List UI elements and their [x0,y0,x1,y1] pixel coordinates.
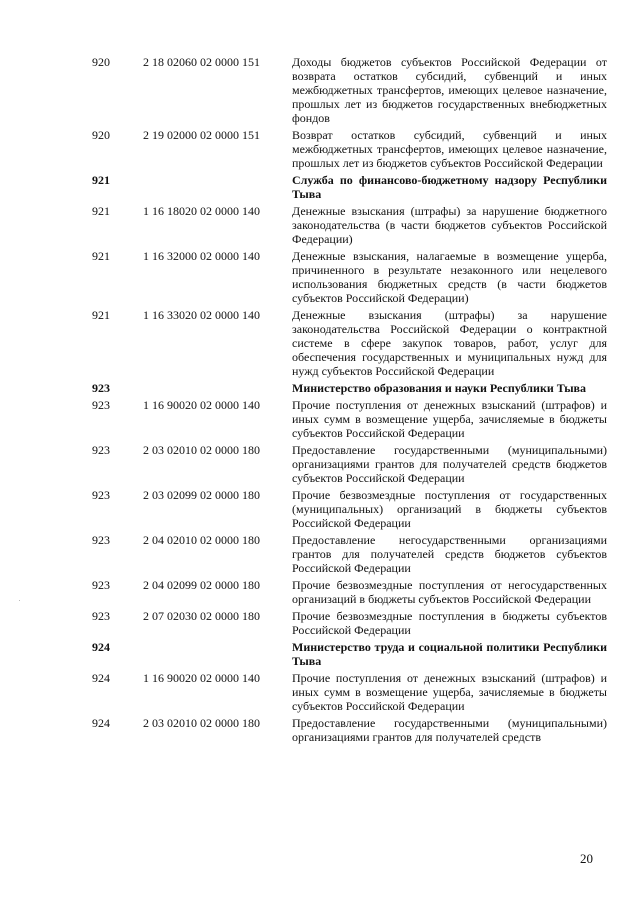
revenue-code-cell: 2 07 02030 02 0000 180 [143,609,260,623]
revenue-code-cell: 1 16 32000 02 0000 140 [143,249,260,263]
revenue-description-cell: Предоставление государственными (муниципальными) организациями грантов для получателей средств бюджетов субъектов Российской Федерации [292,443,607,485]
admin-code-cell: 923 [92,381,110,395]
revenue-code-cell: 1 16 90020 02 0000 140 [143,671,260,685]
admin-code-cell: 924 [92,671,110,685]
revenue-description-cell: Денежные взыскания (штрафы) за нарушение бюджетного законодательства (в части бюджетов субъектов Российской Федерации) [292,204,607,246]
table-row [0,716,640,744]
table-row [0,671,640,713]
scan-speck [19,600,20,601]
admin-code-cell: 923 [92,609,110,623]
table-section-row [0,173,640,201]
admin-code-cell: 924 [92,716,110,730]
revenue-code-cell: 2 19 02000 02 0000 151 [143,128,260,142]
revenue-description-cell: Денежные взыскания (штрафы) за нарушение законодательства Российской Федерации о контрактной системе в сфере закупок товаров, работ, услуг для обеспечения государственных и муниципальных нужд для нужд субъектов Российской Федерации [292,308,607,378]
admin-code-cell: 921 [92,308,110,322]
table-row [0,249,640,305]
table-section-row [0,381,640,395]
revenue-classification-table [0,55,640,747]
revenue-description-cell: Министерство труда и социальной политики Республики Тыва [292,640,607,668]
revenue-description-cell: Министерство образования и науки Республики Тыва [292,381,587,395]
revenue-description-cell: Прочие поступления от денежных взысканий (штрафов) и иных сумм в возмещение ущерба, зачисляемые в бюджеты субъектов Российской Федерации [292,671,607,713]
admin-code-cell: 923 [92,578,110,592]
admin-code-cell: 921 [92,204,110,218]
table-row [0,609,640,637]
admin-code-cell: 920 [92,55,110,69]
table-row [0,128,640,170]
admin-code-cell: 924 [92,640,110,654]
admin-code-cell: 923 [92,488,110,502]
admin-code-cell: 921 [92,249,110,263]
revenue-description-cell: Предоставление негосударственными организациями грантов для получателей средств бюджетов субъектов Российской Федерации [292,533,607,575]
revenue-code-cell: 1 16 18020 02 0000 140 [143,204,260,218]
table-row [0,578,640,606]
admin-code-cell: 923 [92,533,110,547]
admin-code-cell: 923 [92,398,110,412]
revenue-description-cell: Прочие безвозмездные поступления от негосударственных организаций в бюджеты субъектов Российской Федерации [292,578,607,606]
revenue-description-cell: Прочие безвозмездные поступления в бюджеты субъектов Российской Федерации [292,609,607,637]
table-row [0,488,640,530]
admin-code-cell: 920 [92,128,110,142]
revenue-code-cell: 2 04 02010 02 0000 180 [143,533,260,547]
admin-code-cell: 921 [92,173,110,187]
revenue-description-cell: Служба по финансово-бюджетному надзору Республики Тыва [292,173,607,201]
revenue-description-cell: Предоставление государственными (муниципальными) организациями грантов для получателей средств [292,716,607,744]
table-row [0,204,640,246]
revenue-code-cell: 2 03 02099 02 0000 180 [143,488,260,502]
revenue-code-cell: 1 16 90020 02 0000 140 [143,398,260,412]
table-row [0,443,640,485]
revenue-code-cell: 2 03 02010 02 0000 180 [143,716,260,730]
revenue-code-cell: 2 03 02010 02 0000 180 [143,443,260,457]
table-row [0,55,640,125]
admin-code-cell: 923 [92,443,110,457]
revenue-code-cell: 2 18 02060 02 0000 151 [143,55,260,69]
revenue-description-cell: Денежные взыскания, налагаемые в возмещение ущерба, причиненного в результате незаконного или нецелевого использования бюджетных средств (в части бюджетов субъектов Российской Федерации) [292,249,607,305]
table-section-row [0,640,640,668]
revenue-description-cell: Прочие поступления от денежных взысканий (штрафов) и иных сумм в возмещение ущерба, зачисляемые в бюджеты субъектов Российской Федерации [292,398,607,440]
revenue-description-cell: Доходы бюджетов субъектов Российской Федерации от возврата остатков субсидий, субвенций и иных межбюджетных трансфертов, имеющих целевое назначение, прошлых лет из бюджетов государственных внебюджетных фондов [292,55,607,125]
revenue-code-cell: 1 16 33020 02 0000 140 [143,308,260,322]
table-row [0,398,640,440]
page-number: 20 [580,851,593,866]
table-row [0,308,640,378]
table-row [0,533,640,575]
revenue-description-cell: Прочие безвозмездные поступления от государственных (муниципальных) организаций в бюджеты субъектов Российской Федерации [292,488,607,530]
revenue-description-cell: Возврат остатков субсидий, субвенций и иных межбюджетных трансфертов, имеющих целевое назначение, прошлых лет из бюджетов субъектов Российской Федерации [292,128,607,170]
revenue-code-cell: 2 04 02099 02 0000 180 [143,578,260,592]
